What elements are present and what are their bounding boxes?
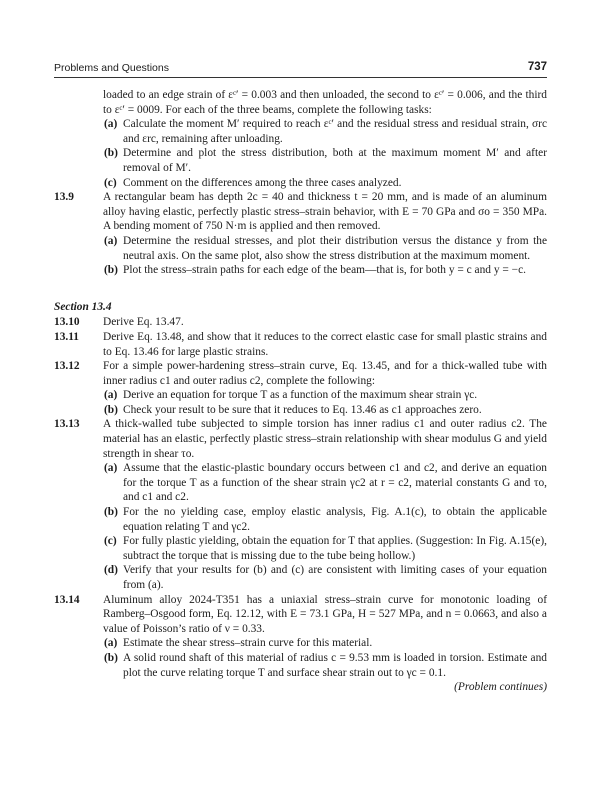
problem	[54, 315, 547, 330]
sub-item-text: For fully plastic yielding, obtain the equation for T that applies. (Suggestion: In Fig. A.15(e), subtract the torque that is missing due to the tube being hollow.)	[123, 535, 547, 562]
problem-number: 13.9	[54, 191, 74, 204]
problem	[54, 190, 547, 278]
problem-number: 13.12	[54, 360, 80, 373]
sub-item	[104, 388, 547, 403]
sub-item-label: (a)	[104, 389, 118, 402]
sub-item-label: (d)	[104, 564, 118, 577]
sub-item	[104, 636, 547, 651]
page-number: 737	[527, 61, 547, 73]
sub-item-label: (a)	[104, 234, 118, 247]
sub-item-text: Derive an equation for torque T as a function of the maximum shear strain γc.	[123, 389, 478, 402]
sub-item-label: (b)	[104, 403, 118, 416]
problem	[54, 359, 547, 417]
problem-number: 13.14	[54, 593, 80, 606]
problem-number: 13.10	[54, 316, 80, 329]
problem-continues-note: (Problem continues)	[454, 681, 547, 694]
problem-text: Derive Eq. 13.48, and show that it reduces to the correct elastic case for small plastic strains and to Eq. 13.46 for large plastic strains.	[103, 330, 547, 358]
problem-number: 13.13	[54, 418, 80, 431]
sub-item-text: Plot the stress–strain paths for each edge of the beam—that is, for both y = c and y = −c.	[123, 264, 526, 277]
page-body	[54, 88, 547, 695]
sub-item-text: Estimate the shear stress–strain curve for this material.	[123, 637, 373, 650]
sub-item-label: (b)	[104, 264, 118, 277]
sub-item-label: (a)	[104, 118, 118, 131]
problem-text: A rectangular beam has depth 2c = 40 and thickness t = 20 mm, and is made of an aluminum alloy having elastic, perfectly plastic stress–strain behavior, with E = 70 GPa and σo = 350 MPa. A bending moment of 750 N·m is applied and then removed.	[103, 191, 547, 233]
sub-item-label: (b)	[104, 506, 118, 519]
sub-item	[104, 234, 547, 263]
sub-item-text: Determine and plot the stress distribution, both at the maximum moment M′ and after removal of M′.	[123, 147, 547, 174]
sub-item	[104, 403, 547, 418]
problem-text: A thick-walled tube subjected to simple torsion has inner radius c1 and outer radius c2. The material has an elastic, perfectly plastic stress–strain relationship with shear modulus G and yield strength in shear τo.	[103, 418, 547, 460]
sub-item	[104, 651, 547, 680]
problem-number: 13.11	[54, 330, 79, 343]
problem	[54, 417, 547, 592]
sub-item-label: (a)	[104, 637, 118, 650]
running-header	[54, 61, 547, 78]
problem	[54, 593, 547, 695]
sub-item-label: (b)	[104, 651, 118, 664]
continued-problem	[103, 88, 547, 190]
sub-item	[104, 563, 547, 592]
sub-item	[104, 263, 547, 278]
sub-item-text: Calculate the moment M′ required to reach εᶜ′ and the residual stress and residual strain, σrc and εrc, remaining after unloading.	[123, 118, 547, 145]
sub-item-label: (c)	[104, 176, 117, 189]
sub-item-text: Verify that your results for (b) and (c) are consistent with limiting cases of your equation from (a).	[123, 564, 547, 591]
continued-problem-text: loaded to an edge strain of εᶜ′ = 0.003 and then unloaded, the second to εᶜ′ = 0.006, and the third to εᶜ′ = 0009. For each of the three beams, complete the following tasks:	[103, 89, 547, 116]
sub-item-text: Check your result to be sure that it reduces to Eq. 13.46 as c1 approaches zero.	[123, 403, 482, 416]
sub-item-label: (b)	[104, 147, 118, 160]
sub-item-text: Assume that the elastic-plastic boundary occurs between c1 and c2, and derive an equation for the torque T as a function of the shear strain γc2 at r = c2, material constants G and τo, and c1 and c2.	[123, 462, 547, 504]
sub-item	[104, 534, 547, 563]
section-title: Section 13.4	[54, 300, 112, 313]
problem-text: Derive Eq. 13.47.	[103, 316, 184, 329]
sub-item	[104, 461, 547, 505]
sub-item-text: A solid round shaft of this material of radius c = 9.53 mm is loaded in torsion. Estimate and plot the curve relating torque T and surface shear strain out to γc = 0.1.	[123, 651, 547, 679]
sub-item-label: (c)	[104, 535, 117, 548]
problem-text: For a simple power-hardening stress–strain curve, Eq. 13.45, and for a thick-walled tube with inner radius c1 and outer radius c2, complete the following:	[103, 360, 547, 387]
sub-item	[104, 146, 547, 175]
sub-item	[104, 505, 547, 534]
problem-text: Aluminum alloy 2024-T351 has a uniaxial stress–strain curve for monotonic loading of Ramberg–Osgood form, Eq. 12.12, with E = 73.1 GPa, H = 527 MPa, and n = 0.0663, and also a value of Poisson’s ratio of ν = 0.33.	[103, 593, 547, 635]
sub-item-text: Determine the residual stresses, and plot their distribution versus the distance y from the neutral axis. On the same plot, also show the stress distribution at the maximum moment.	[123, 234, 547, 262]
sub-item	[104, 117, 547, 146]
sub-item-label: (a)	[104, 462, 118, 475]
header-title: Problems and Questions	[54, 62, 169, 74]
sub-item-text: For the no yielding case, employ elastic analysis, Fig. A.1(c), to obtain the applicable equation relating T and γc2.	[123, 506, 547, 533]
sub-item-text: Comment on the differences among the three cases analyzed.	[123, 176, 402, 189]
sub-item	[104, 176, 547, 191]
problem	[54, 330, 547, 359]
